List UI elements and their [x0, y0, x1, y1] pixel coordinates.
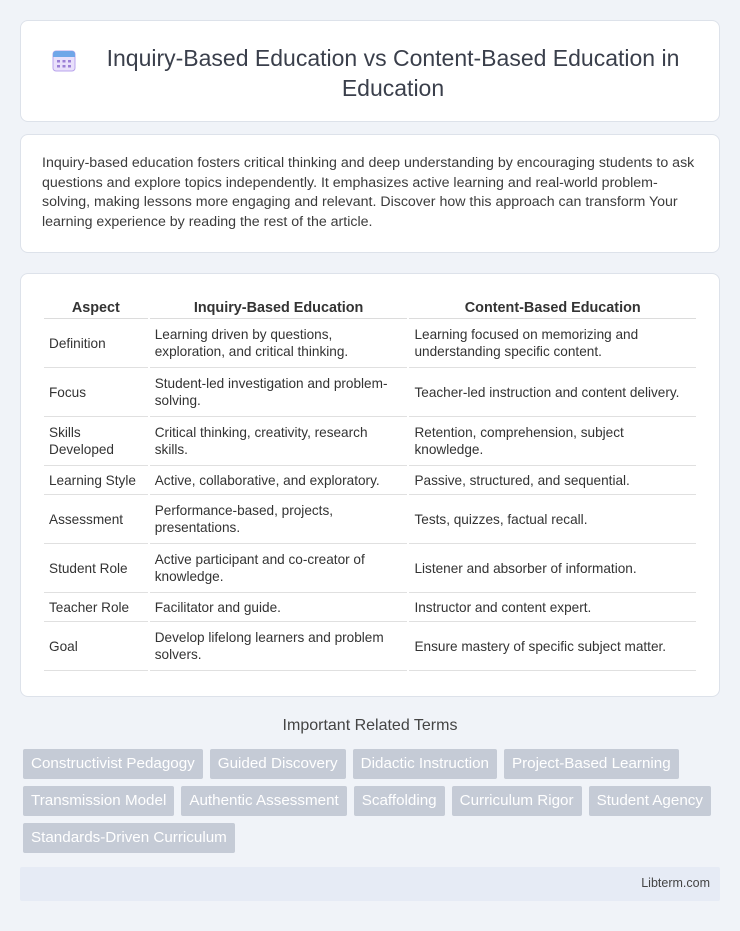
cell-inquiry: Critical thinking, creativity, research skills. [150, 417, 408, 466]
table-row [44, 417, 696, 466]
table-row [44, 368, 696, 417]
related-terms-list [23, 749, 723, 860]
cell-content: Teacher-led instruction and content delivery. [409, 368, 696, 417]
cell-content: Retention, comprehension, subject knowledge. [409, 417, 696, 466]
cell-content: Learning focused on memorizing and understanding specific content. [409, 319, 696, 368]
cell-aspect: Definition [44, 319, 148, 368]
related-term-tag[interactable]: Transmission Model [23, 786, 174, 816]
footer [20, 867, 720, 901]
comparison-table [42, 294, 698, 671]
related-term-tag[interactable]: Didactic Instruction [353, 749, 497, 779]
cell-aspect: Skills Developed [44, 417, 148, 466]
header-content: Content-Based Education [409, 294, 696, 319]
page-title: Inquiry-Based Education vs Content-Based Education in Education [106, 45, 680, 101]
cell-content: Listener and absorber of information. [409, 544, 696, 593]
cell-aspect: Goal [44, 622, 148, 671]
cell-inquiry: Learning driven by questions, exploration, and critical thinking. [150, 319, 408, 368]
cell-inquiry: Facilitator and guide. [150, 593, 408, 622]
related-term-tag[interactable]: Project-Based Learning [504, 749, 679, 779]
table-header-row [44, 294, 696, 319]
related-term-tag[interactable]: Scaffolding [354, 786, 445, 816]
table-row [44, 593, 696, 622]
calendar-icon [51, 47, 77, 73]
cell-inquiry: Performance-based, projects, presentations. [150, 495, 408, 544]
table-row [44, 319, 696, 368]
header-aspect: Aspect [44, 294, 148, 319]
cell-aspect: Teacher Role [44, 593, 148, 622]
header-card [20, 20, 720, 122]
table-row [44, 495, 696, 544]
footer-site-link[interactable]: Libterm.com [641, 876, 710, 890]
table-row [44, 622, 696, 671]
cell-inquiry: Develop lifelong learners and problem solvers. [150, 622, 408, 671]
intro-paragraph: Inquiry-based education fosters critical thinking and deep understanding by encouraging students to ask questions and explore topics independently. It emphasizes active learning and real-world problem-solving, making lessons more engaging and relevant. Discover how this approach can transform Your learning experience by reading the rest of the article. [42, 155, 695, 230]
cell-inquiry: Active participant and co-creator of knowledge. [150, 544, 408, 593]
table-row [44, 466, 696, 495]
header-inquiry: Inquiry-Based Education [150, 294, 408, 319]
cell-aspect: Assessment [44, 495, 148, 544]
related-term-tag[interactable]: Student Agency [589, 786, 711, 816]
cell-content: Tests, quizzes, factual recall. [409, 495, 696, 544]
related-term-tag[interactable]: Curriculum Rigor [452, 786, 582, 816]
cell-aspect: Learning Style [44, 466, 148, 495]
cell-content: Passive, structured, and sequential. [409, 466, 696, 495]
cell-aspect: Student Role [44, 544, 148, 593]
cell-content: Ensure mastery of specific subject matter. [409, 622, 696, 671]
related-term-tag[interactable]: Guided Discovery [210, 749, 346, 779]
related-term-tag[interactable]: Constructivist Pedagogy [23, 749, 203, 779]
related-terms-heading: Important Related Terms [282, 717, 458, 734]
cell-inquiry: Active, collaborative, and exploratory. [150, 466, 408, 495]
cell-inquiry: Student-led investigation and problem-solving. [150, 368, 408, 417]
table-row [44, 544, 696, 593]
related-term-tag[interactable]: Authentic Assessment [181, 786, 346, 816]
cell-content: Instructor and content expert. [409, 593, 696, 622]
comparison-table-card [20, 273, 720, 697]
intro-card [20, 134, 720, 253]
cell-aspect: Focus [44, 368, 148, 417]
related-term-tag[interactable]: Standards-Driven Curriculum [23, 823, 235, 853]
